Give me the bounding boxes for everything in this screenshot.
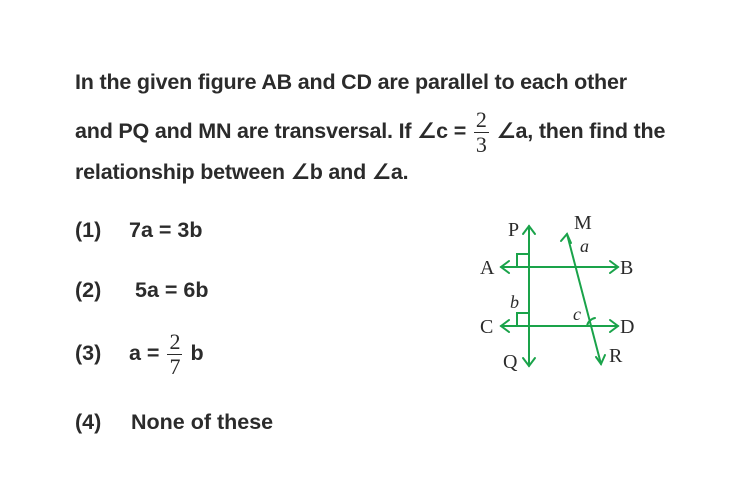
- arrow-a-head: [501, 261, 509, 273]
- fraction-denominator: 3: [475, 132, 487, 157]
- question-line-2: [75, 108, 665, 157]
- label-q: Q: [503, 351, 518, 373]
- fraction-numerator: 2: [169, 329, 181, 354]
- option-text-end: b: [190, 341, 204, 366]
- line-mn: [567, 234, 601, 364]
- option-number: (3): [75, 341, 102, 366]
- option-1[interactable]: [75, 218, 203, 243]
- fraction-two-thirds: [474, 108, 489, 157]
- label-angle-c: c: [573, 304, 581, 324]
- option-3[interactable]: [75, 330, 204, 379]
- question-line-2-start: and PQ and MN are transversal. If ∠c =: [75, 119, 467, 144]
- option-number: (2): [75, 278, 102, 302]
- question-line-3: relationship between ∠b and ∠a.: [75, 160, 409, 184]
- option-text-start: a =: [128, 341, 160, 366]
- label-r: R: [609, 345, 623, 367]
- label-angle-a: a: [580, 236, 589, 256]
- angle-arc-c: [587, 318, 595, 326]
- label-angle-b: b: [510, 292, 519, 312]
- right-angle-mark-lower: [517, 313, 529, 326]
- label-c: C: [480, 316, 494, 338]
- question-line-2-end: ∠a, then find the: [496, 119, 666, 144]
- option-4[interactable]: [75, 410, 273, 435]
- label-p: P: [508, 219, 520, 241]
- question-line-1: In the given figure AB and CD are parallel to each other: [75, 70, 627, 94]
- arrow-c-head: [501, 320, 509, 332]
- label-a: A: [480, 257, 495, 279]
- arrow-b-head: [610, 261, 618, 273]
- option-text: 7a = 3b: [128, 218, 203, 242]
- fraction-two-sevenths: [167, 330, 182, 379]
- fraction-numerator: 2: [475, 107, 487, 132]
- option-number: (4): [75, 410, 102, 434]
- option-2[interactable]: [75, 278, 209, 303]
- arrow-r-head: [596, 355, 605, 364]
- label-d: D: [620, 316, 635, 338]
- arrow-q-head: [523, 358, 535, 366]
- arrow-p-head: [523, 226, 535, 234]
- fraction-denominator: 7: [169, 354, 181, 379]
- option-text: 5a = 6b: [134, 278, 209, 302]
- arrow-d-head: [610, 320, 618, 332]
- option-text: None of these: [130, 410, 274, 434]
- right-angle-mark-upper: [517, 254, 529, 267]
- arrow-m-head: [561, 234, 571, 243]
- label-m: M: [574, 212, 592, 234]
- label-b: B: [620, 257, 634, 279]
- option-number: (1): [75, 218, 102, 242]
